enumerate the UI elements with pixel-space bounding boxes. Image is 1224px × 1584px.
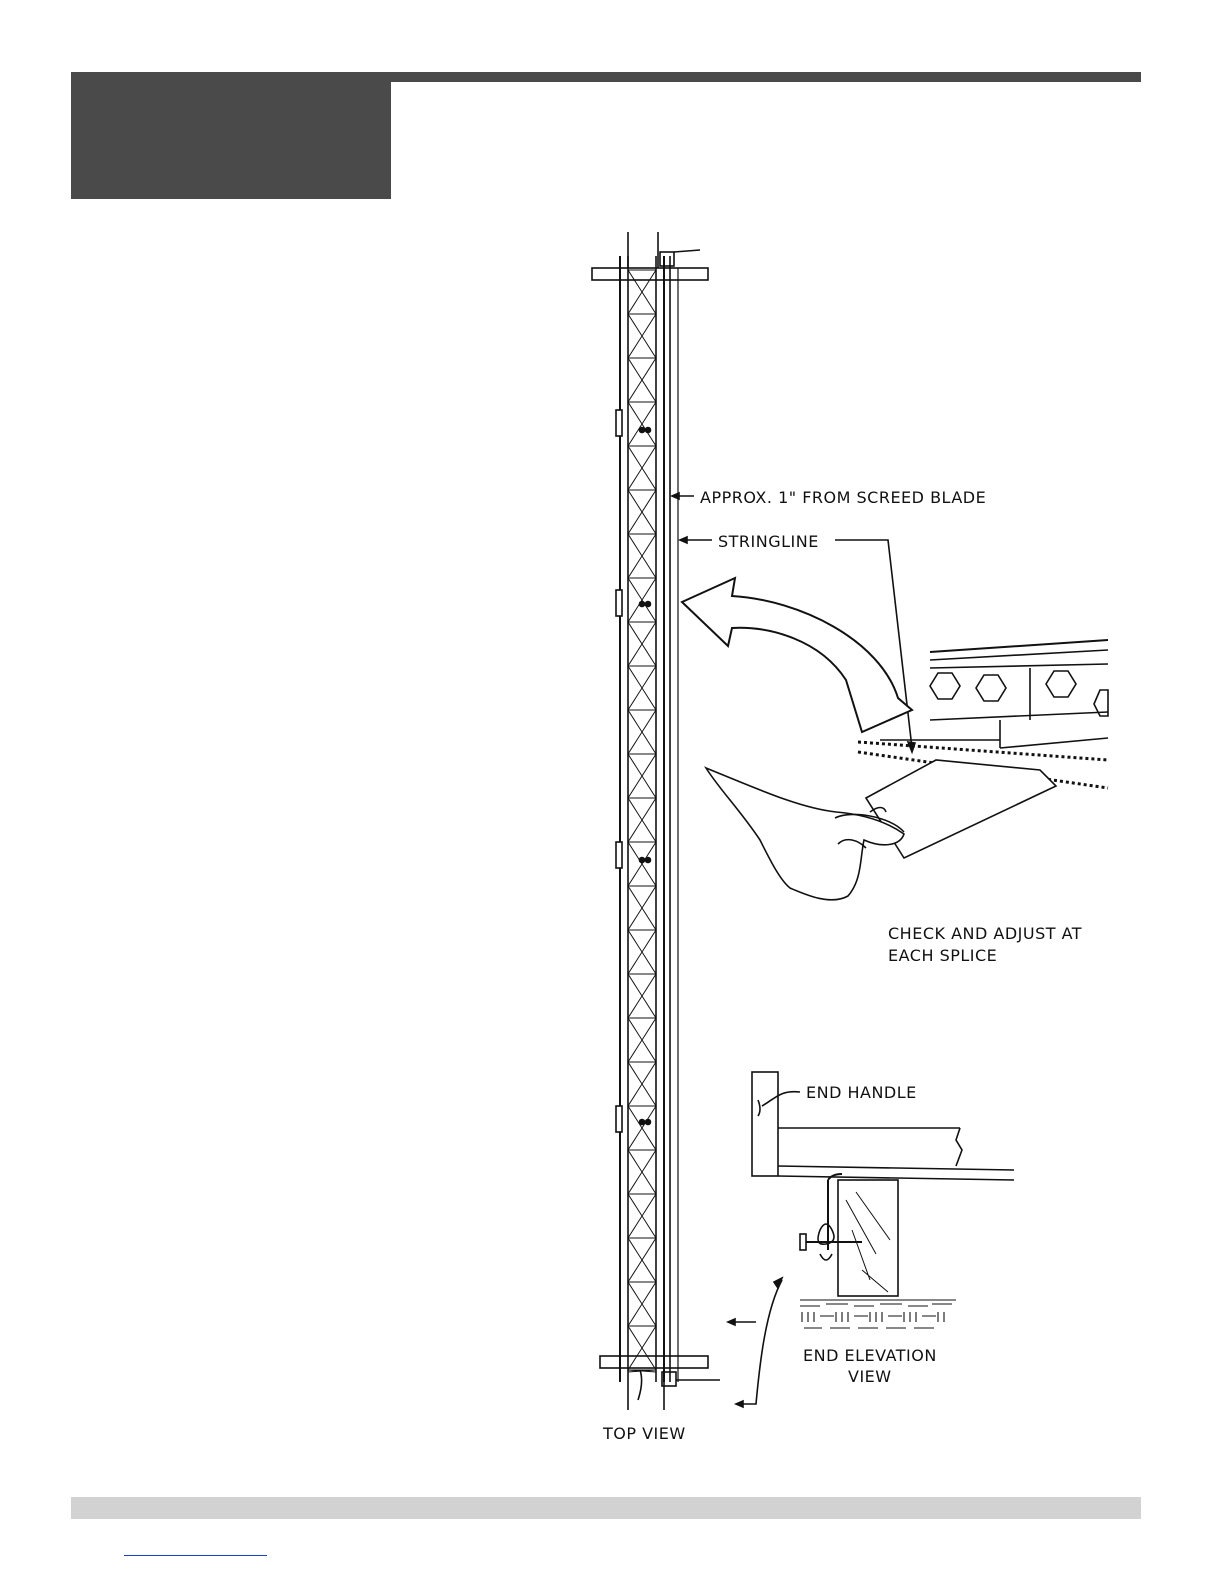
footer-bar <box>71 1497 1141 1519</box>
label-check-line1: CHECK AND ADJUST AT <box>888 924 1083 943</box>
splice-check-detail <box>682 578 1108 900</box>
screed-truss-top-view <box>592 232 720 1410</box>
truss-lacing <box>628 270 656 1372</box>
label-end-elevation-line1: END ELEVATION <box>803 1346 937 1365</box>
label-end-handle: END HANDLE <box>806 1083 917 1102</box>
label-stringline: STRINGLINE <box>718 532 819 551</box>
label-approx: APPROX. 1" FROM SCREED BLADE <box>700 488 987 507</box>
label-end-elevation-line2: VIEW <box>848 1367 892 1386</box>
label-top-view: TOP VIEW <box>603 1424 686 1443</box>
footer-link-rule[interactable] <box>124 1555 267 1560</box>
label-check-line2: EACH SPLICE <box>888 946 998 965</box>
